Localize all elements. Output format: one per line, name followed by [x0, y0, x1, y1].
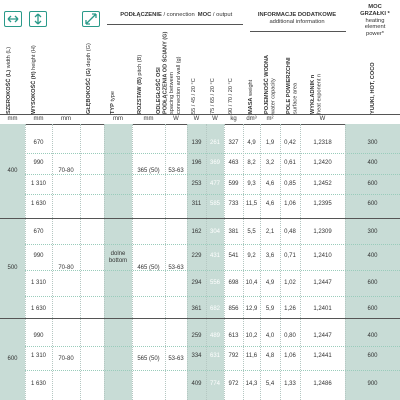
height-cell: 1 310: [30, 280, 46, 286]
heating-header: YUUKI, HOT, COCO: [370, 62, 376, 114]
mass-cell: 10,2: [245, 333, 258, 339]
heating-group-header: MOC GRZAŁKI * heating element power*: [360, 4, 390, 38]
water-capacity-cell: 5,4: [265, 381, 275, 387]
output-3-cell: 972: [228, 381, 239, 387]
output-1-cell: 409: [191, 381, 202, 387]
unit-cell: mm: [33, 116, 44, 122]
heating-power-cell: 300: [367, 140, 378, 146]
width-cell: 600: [7, 356, 18, 362]
surface-area-header: POLE POWIERZCHNI surface area: [286, 57, 299, 114]
height-cell: 1 310: [30, 353, 46, 359]
additional-group-header: INFORMACJE DODATKOWE additional information: [257, 12, 337, 25]
water-capacity-header: POJEMNOŚĆ WODNA water capacity: [264, 54, 277, 114]
output-1-cell: 196: [191, 160, 202, 166]
surface-area-cell: 1,33: [284, 381, 296, 387]
output-1-cell: 139: [191, 140, 202, 146]
exponent-cell: 1,2452: [313, 181, 332, 187]
heating-power-cell: 400: [367, 253, 378, 259]
output-1-cell: 259: [191, 333, 202, 339]
output-2-cell: 431: [209, 253, 220, 259]
exponent-cell: 1,2447: [313, 280, 332, 286]
surface-area-cell: 0,80: [284, 333, 296, 339]
width-arrows-icon: [4, 11, 22, 27]
wall-distance-cell: 53-63: [168, 356, 184, 362]
output-3-header: 90 / 70 / 20 °C: [228, 78, 234, 114]
water-capacity-cell: 4,6: [265, 201, 275, 207]
output-3-cell: 541: [228, 253, 239, 259]
heating-power-cell: 600: [367, 353, 378, 359]
exponent-cell: 1,2441: [313, 353, 332, 359]
unit-cell: m²: [266, 116, 274, 122]
output-1-cell: 162: [191, 229, 202, 235]
output-2-cell: 489: [209, 333, 220, 339]
output-2-header: 75 / 65 / 20 °C: [210, 78, 216, 114]
output-3-cell: 613: [228, 333, 239, 339]
output-3-cell: 463: [228, 160, 239, 166]
output-1-cell: 229: [191, 253, 202, 259]
exponent-cell: 1,2410: [313, 253, 332, 259]
exponent-cell: 1,2447: [313, 333, 332, 339]
depth-cell: 70-80: [58, 265, 74, 271]
unit-cell: mm: [113, 116, 123, 122]
output-3-cell: 698: [228, 280, 239, 286]
height-cell: 1 630: [30, 381, 46, 387]
height-cell: 670: [33, 229, 44, 235]
surface-area-cell: 0,71: [284, 253, 296, 259]
unit-cell: W: [173, 116, 179, 122]
unit-cell: mm: [61, 116, 71, 122]
spacing-cell: 565 (50): [137, 356, 160, 362]
water-capacity-cell: 4,9: [265, 280, 275, 286]
output-2-cell: 261: [209, 140, 220, 146]
exponent-cell: 1,2486: [313, 381, 332, 387]
water-capacity-cell: 4,6: [265, 181, 275, 187]
unit-cell: dm³: [246, 116, 257, 122]
width-cell: 500: [7, 265, 18, 271]
water-capacity-cell: 1,9: [265, 140, 275, 146]
type-cell: dolne bottom: [108, 251, 128, 264]
output-3-cell: 381: [228, 229, 239, 235]
height-arrows-icon: [29, 11, 47, 27]
connection-group-header: PODŁĄCZENIE / connection: [120, 12, 195, 18]
mass-cell: 9,2: [247, 253, 256, 259]
unit-cell: kg: [230, 116, 237, 122]
water-capacity-cell: 2,1: [265, 229, 275, 235]
mass-header: MASA weight: [248, 79, 254, 114]
spacing-cell: 365 (50): [137, 168, 160, 174]
output-2-cell: 774: [209, 381, 220, 387]
water-capacity-cell: 4,0: [265, 333, 275, 339]
output-2-cell: 585: [209, 201, 220, 207]
output-1-cell: 253: [191, 181, 202, 187]
width-header: SZEROKOŚĆ (L) width (L): [6, 46, 12, 114]
heating-power-cell: 900: [367, 381, 378, 387]
surface-area-cell: 0,85: [284, 181, 296, 187]
width-cell: 400: [7, 168, 18, 174]
spacing-cell: 465 (50): [137, 265, 160, 271]
depth-header: GŁĘBOKOŚĆ (G) depth (G): [86, 43, 92, 114]
water-capacity-cell: 3,6: [265, 253, 275, 259]
depth-cell: 70-80: [58, 168, 74, 174]
output-1-cell: 334: [191, 353, 202, 359]
surface-area-cell: 1,02: [284, 280, 296, 286]
output-1-cell: 311: [191, 201, 202, 207]
depth-cell: 70-80: [58, 356, 74, 362]
height-cell: 990: [33, 253, 44, 259]
exponent-header: WYKŁADNIK n heat exponent n: [310, 73, 323, 114]
output-3-cell: 792: [228, 353, 239, 359]
unit-cell: W: [193, 116, 200, 122]
mass-cell: 9,3: [247, 181, 256, 187]
water-capacity-cell: 3,2: [265, 160, 275, 166]
heating-power-cell: 400: [367, 160, 378, 166]
heating-power-cell: 400: [367, 333, 378, 339]
height-cell: 990: [33, 160, 44, 166]
output-2-cell: 304: [209, 229, 220, 235]
wall-distance-header: ODLEGŁOŚĆ OSI PODŁĄCZENIA OD ŚCIANY (G) spacing between connection and wall (g): [156, 31, 182, 114]
mass-cell: 5,5: [247, 229, 256, 235]
output-3-cell: 327: [228, 140, 239, 146]
height-header: WYSOKOŚĆ (H) height (H): [31, 45, 37, 114]
output-1-header: 55 / 45 / 20 °C: [191, 78, 197, 114]
water-capacity-cell: 5,9: [265, 306, 275, 312]
unit-cell: W: [319, 116, 326, 122]
exponent-cell: 1,2309: [313, 229, 332, 235]
output-group-header: MOC / output: [197, 12, 233, 18]
heating-power-cell: 600: [367, 181, 378, 187]
output-3-cell: 599: [228, 181, 239, 187]
spacing-header: ROZSTAW (B) pitch (B): [137, 54, 143, 114]
exponent-cell: 1,2318: [313, 140, 332, 146]
mass-cell: 14,3: [245, 381, 258, 387]
height-cell: 670: [33, 140, 44, 146]
unit-cell: mm: [7, 116, 18, 122]
surface-area-cell: 1,26: [284, 306, 296, 312]
type-header: TYP type: [110, 90, 116, 114]
output-1-cell: 294: [191, 280, 202, 286]
heating-power-cell: 600: [367, 201, 378, 207]
output-2-cell: 477: [209, 181, 220, 187]
output-3-cell: 856: [228, 306, 239, 312]
exponent-cell: 1,2395: [313, 201, 332, 207]
height-cell: 1 310: [30, 181, 46, 187]
output-2-cell: 556: [209, 280, 220, 286]
exponent-cell: 1,2401: [313, 306, 332, 312]
height-cell: 990: [33, 333, 44, 339]
heating-power-cell: 300: [367, 229, 378, 235]
heating-power-cell: 600: [367, 306, 378, 312]
surface-area-cell: 0,42: [284, 140, 296, 146]
output-2-cell: 369: [209, 160, 220, 166]
unit-cell: W: [212, 116, 218, 122]
surface-area-cell: 0,61: [284, 160, 296, 166]
mass-cell: 4,9: [247, 140, 256, 146]
mass-cell: 11,6: [245, 353, 258, 359]
output-2-cell: 682: [209, 306, 220, 312]
heating-power-cell: 600: [367, 280, 378, 286]
output-3-cell: 733: [228, 201, 239, 207]
output-1-cell: 361: [191, 306, 202, 312]
wall-distance-cell: 53-63: [168, 168, 184, 174]
surface-area-cell: 1,06: [284, 201, 296, 207]
mass-cell: 10,4: [245, 280, 258, 286]
mass-cell: 11,5: [245, 201, 258, 207]
output-2-cell: 631: [209, 353, 220, 359]
mass-cell: 8,2: [247, 160, 256, 166]
depth-arrows-icon: [82, 11, 100, 27]
exponent-cell: 1,2420: [313, 160, 332, 166]
mass-cell: 12,9: [245, 306, 258, 312]
surface-area-cell: 0,48: [284, 229, 296, 235]
unit-cell: mm: [143, 116, 154, 122]
surface-area-cell: 1,06: [284, 353, 296, 359]
height-cell: 1 630: [30, 306, 46, 312]
wall-distance-cell: 53-63: [168, 265, 184, 271]
height-cell: 1 630: [30, 201, 46, 207]
water-capacity-cell: 4,8: [265, 353, 275, 359]
